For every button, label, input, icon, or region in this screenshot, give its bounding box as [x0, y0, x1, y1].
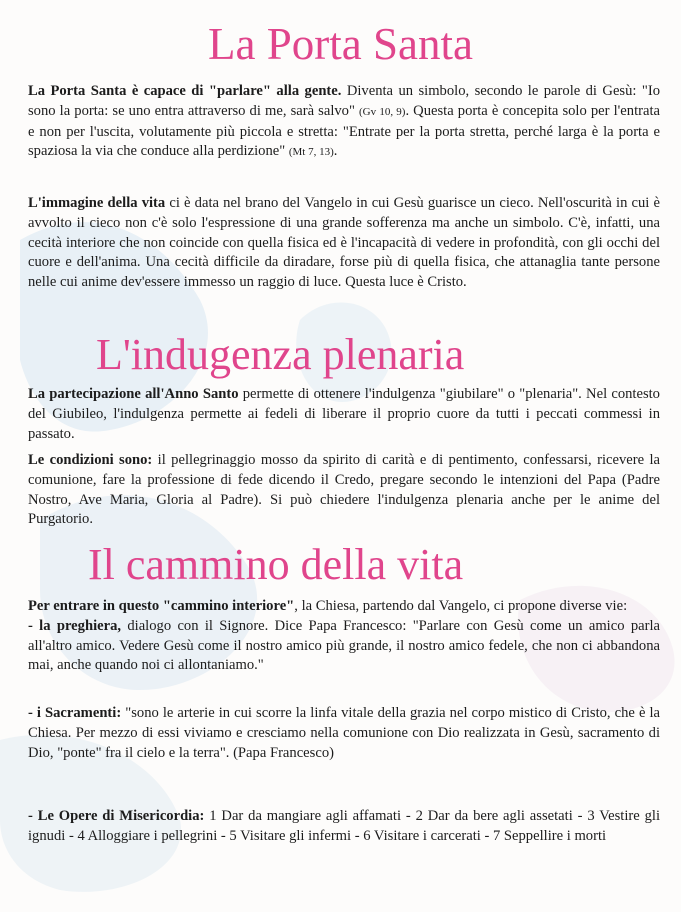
title-indulgenza: L'indugenza plenaria: [96, 330, 465, 379]
lead-cammino-interiore: Per entrare in questo "cammino interiore": [28, 598, 295, 614]
lead-preghiera: - la preghiera,: [28, 617, 122, 634]
paragraph-immagine-vita: [28, 194, 660, 293]
paragraph-opere-misericordia: [28, 807, 660, 847]
title-cammino: Il cammino della vita: [88, 540, 464, 589]
lead-opere-misericordia: - Le Opere di Misericordia:: [28, 808, 205, 824]
citation-mt: (Mt 7, 13): [288, 146, 334, 159]
text-porta-santa-3: .: [333, 143, 338, 160]
text-partecipazione: permette di ottenere l'indulgenza "giubilare" o "plenaria". Nel contesto del Giubileo, l'indulgenza permette ai fedeli di liberare il proprio cuore da tutti i peccati commessi in passato.: [28, 386, 660, 442]
text-immagine-vita: ci è data nel brano del Vangelo in cui Gesù guarisce un cieco. Nell'oscurità in cui è avvolto il cieco non c'è solo l'espressione di una grande sofferenza ma anche un simbolo. C'è, infatti, una cecità interiore che non coincide con quella fisica ed è l'incapacità di vedere in profondità, con gli occhi del cuore e dell'anima. Una cecità difficile da diradare, forse più di quella fisica, che attanaglia tante persone nelle cui anime dev'essere immesso un raggio di luce. Questa luce è Cristo.: [28, 195, 660, 291]
text-cammino-interiore: , la Chiesa, partendo dal Vangelo, ci propone diverse vie:: [294, 598, 628, 614]
text-porta-santa-2: . Questa porta è concepita solo per l'entrata e non per l'uscita, volutamente più piccola e stretta: "Entrate per la porta stretta, perché larga è la porta e spaziosa la via che conduce alla perdizione": [28, 102, 660, 160]
citation-gv: (Gv 10, 9): [359, 105, 406, 118]
paragraph-porta-santa: [28, 82, 660, 163]
lead-immagine-vita: L'immagine della vita: [28, 195, 166, 211]
text-sacramenti: "sono le arterie in cui scorre la linfa vitale della grazia nel corpo mistico di Cristo, che è la Chiesa. Per mezzo di essi viviamo e cresciamo nella comunione con Dio realizzata in Gesù, sacramento di Dio, "ponte" fra il cielo e la terra". (Papa Francesco): [28, 705, 660, 761]
text-preghiera: dialogo con il Signore. Dice Papa Francesco: "Parlare con Gesù come un amico parla all'altro amico. Vedere Gesù come il nostro amico più grande, il nostro amico fedele, che non ci abbandona mai, anche quando noi ci allontaniamo.": [28, 617, 660, 674]
paragraph-cammino-interiore: [28, 597, 660, 676]
lead-partecipazione: La partecipazione all'Anno Santo: [28, 386, 239, 402]
paragraph-condizioni: [28, 451, 660, 530]
text-opere-misericordia: 1 Dar da mangiare agli affamati - 2 Dar da bere agli assetati - 3 Vestire gli ignudi - 4 Alloggiare i pellegrini - 5 Visitare gli infermi - 6 Visitare i carcerati - 7 Seppellire i morti: [28, 808, 660, 844]
paragraph-sacramenti: [28, 704, 660, 763]
title-porta-santa: La Porta Santa: [208, 19, 473, 69]
text-condizioni: il pellegrinaggio mosso da spirito di carità e di pentimento, confessarsi, ricevere la comunione, fare la professione di fede dicendo il Credo, pregare secondo le intenzioni del Papa (Padre Nostro, Ave Maria, Gloria al Padre). Si può chiedere l'indulgenza plenaria anche per le anime del Purgatorio.: [28, 452, 660, 528]
lead-porta-santa: La Porta Santa è capace di "parlare" alla gente.: [28, 83, 342, 99]
text-porta-santa-1: Diventa un simbolo, secondo le parole di Gesù: "Io sono la porta: se uno entra attraverso di me, sarà salvo": [28, 83, 660, 119]
paragraph-partecipazione: [28, 385, 660, 444]
lead-condizioni: Le condizioni sono:: [28, 452, 153, 468]
lead-sacramenti: - i Sacramenti:: [28, 705, 122, 721]
